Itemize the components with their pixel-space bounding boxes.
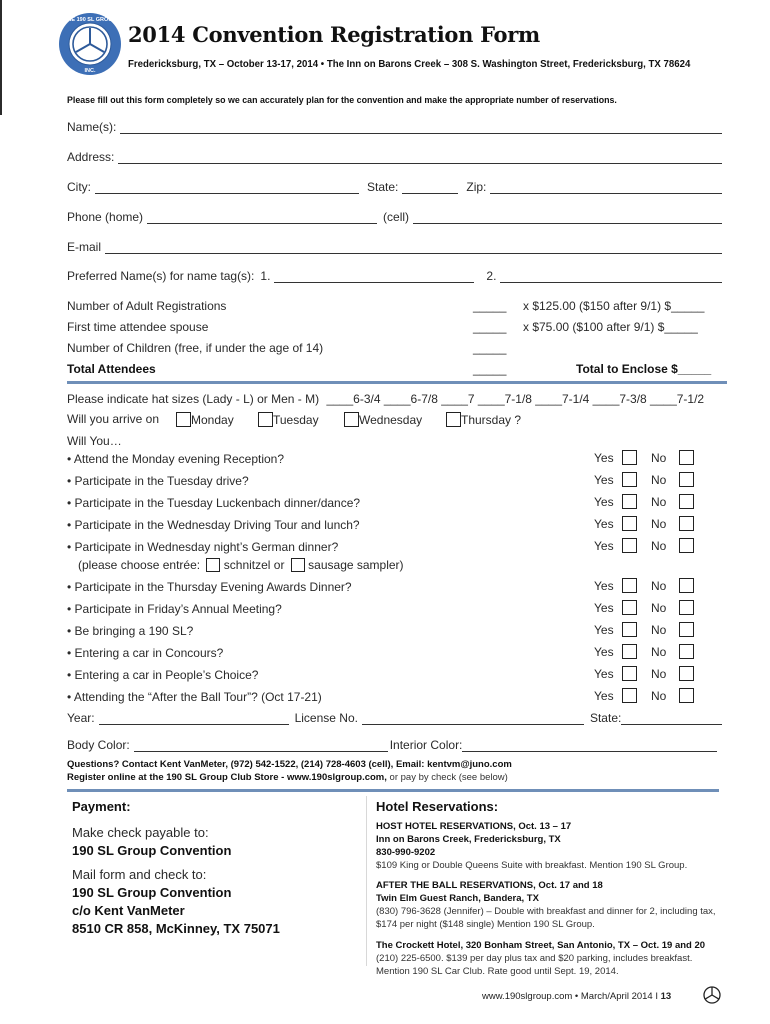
no-checkbox[interactable] [679, 666, 694, 681]
footer-line [482, 991, 671, 1002]
car-state-line[interactable] [621, 713, 722, 725]
payment-heading: Payment: [72, 799, 131, 814]
after-ball-desc-line2: $174 per night ($148 single) Mention 190 SL Group. [376, 919, 595, 930]
yes-no-luckenbach-dinner [594, 494, 694, 509]
total-attendees-label: Total Attendees [67, 362, 156, 376]
no-checkbox[interactable] [679, 472, 694, 487]
yes-no-tuesday-drive [594, 472, 694, 487]
no-checkbox[interactable] [679, 600, 694, 615]
city-state-zip-row [67, 180, 722, 194]
hat-sizes-row [67, 392, 704, 406]
mail-label: Mail form and check to: [72, 867, 207, 882]
question-bringing-190sl: • Be bringing a 190 SL? [67, 624, 194, 638]
pref-1-label: 1. [260, 269, 271, 283]
question-awards-dinner: • Participate in the Thursday Evening Awards Dinner? [67, 580, 352, 594]
logo-bottom-text: INC. [84, 68, 96, 74]
body-color-label: Body Color: [67, 738, 130, 752]
arrival-tuesday[interactable] [258, 412, 319, 427]
no-label: No [651, 495, 667, 509]
no-label: No [651, 623, 667, 637]
yes-no-bringing-190sl [594, 622, 694, 637]
mail-address-line2: c/o Kent VanMeter [72, 903, 185, 918]
question-peoples-choice: • Entering a car in People’s Choice? [67, 668, 259, 682]
question-monday-reception: • Attend the Monday evening Reception? [67, 452, 285, 466]
yes-no-after-ball-tour [594, 688, 694, 703]
no-label: No [651, 579, 667, 593]
total-enclose[interactable]: Total to Enclose $_____ [576, 362, 712, 376]
license-line[interactable] [362, 713, 584, 725]
host-hotel-phone: 830-990-9202 [376, 847, 436, 858]
year-label: Year: [67, 711, 95, 725]
monday-label: Monday [191, 413, 234, 427]
no-label: No [651, 667, 667, 681]
yes-no-monday-reception [594, 450, 694, 465]
spouse-count-blank[interactable]: _____ [473, 320, 507, 334]
phone-home-label: Phone (home) [67, 210, 144, 224]
question-tuesday-drive: • Participate in the Tuesday drive? [67, 474, 249, 488]
question-wednesday-tour: • Participate in the Wednesday Driving Tour and lunch? [67, 518, 360, 532]
entree-choice-row [78, 558, 404, 572]
state-label: State: [367, 180, 399, 194]
hat-sizes-options[interactable]: ____6-3/4 ____6-7/8 ____7 ____7-1/8 ____7-1/4 ____7-3/8 ____7-1/2 [326, 392, 705, 406]
yes-checkbox[interactable] [622, 644, 637, 659]
mercedes-star-icon [703, 986, 721, 1004]
payable-label: Make check payable to: [72, 825, 209, 840]
wednesday-label: Wednesday [359, 413, 423, 427]
state-line[interactable] [402, 182, 458, 194]
yes-checkbox[interactable] [622, 688, 637, 703]
names-label: Name(s): [67, 120, 117, 134]
after-ball-hotel-name: Twin Elm Guest Ranch, Bandera, TX [376, 893, 539, 904]
names-line[interactable] [120, 122, 722, 134]
children-count-blank[interactable]: _____ [473, 341, 507, 355]
yes-no-german-dinner [594, 538, 694, 553]
entree-label: (please choose entrée: [78, 558, 201, 572]
preferred-names-row [67, 269, 722, 283]
yes-no-wednesday-tour [594, 516, 694, 531]
host-hotel-name: Inn on Barons Creek, Fredericksburg, TX [376, 834, 561, 845]
arrival-label: Will you arrive on [67, 412, 160, 426]
yes-label: Yes [594, 539, 614, 553]
questions-contact-line: Questions? Contact Kent VanMeter, (972) 542-1522, (214) 728-4603 (cell), Email: kentvm@juno.com [67, 759, 512, 770]
yes-label: Yes [594, 601, 614, 615]
thursday-label: Thursday ? [461, 413, 522, 427]
car-state-label: State: [589, 711, 622, 725]
logo-top-text: THE 190 SL GROUP [64, 17, 116, 23]
yes-no-awards-dinner [594, 578, 694, 593]
email-line[interactable] [105, 242, 722, 254]
crockett-hotel-desc-line2: Mention 190 SL Car Club. Rate good until Sept. 19, 2014. [376, 966, 619, 977]
pref-2-label: 2. [486, 269, 497, 283]
after-ball-title: AFTER THE BALL RESERVATIONS, Oct. 17 and 18 [376, 880, 603, 891]
hotel-heading: Hotel Reservations: [376, 799, 499, 814]
body-color-line[interactable] [134, 740, 388, 752]
email-label: E-mail [67, 240, 102, 254]
mail-address-line3: 8510 CR 858, McKinney, TX 75071 [72, 921, 280, 936]
will-you-label: Will You… [67, 434, 122, 448]
payment-divider [67, 789, 719, 792]
question-after-ball-tour: • Attending the “After the Ball Tour”? (Oct 17-21) [67, 690, 322, 704]
pref-2-line[interactable] [500, 271, 722, 283]
zip-label: Zip: [466, 180, 487, 194]
no-label: No [651, 473, 667, 487]
adult-count-blank[interactable]: _____ [473, 299, 507, 313]
schnitzel-checkbox[interactable] [206, 558, 220, 572]
phone-home-line[interactable] [147, 212, 377, 224]
payee-name: 190 SL Group Convention [72, 843, 232, 858]
footer-text: www.190slgroup.com • March/April 2014 I [482, 991, 661, 1002]
no-checkbox[interactable] [679, 538, 694, 553]
yes-no-annual-meeting [594, 600, 694, 615]
instructions: Please fill out this form completely so we can accurately plan for the convention and make the appropriate number of reservations. [67, 95, 617, 106]
no-checkbox[interactable] [679, 578, 694, 593]
sausage-checkbox[interactable] [291, 558, 305, 572]
page-number: 13 [660, 991, 672, 1002]
no-label: No [651, 539, 667, 553]
yes-checkbox[interactable] [622, 538, 637, 553]
interior-color-label: Interior Color: [389, 738, 463, 752]
car-year-license-row [67, 711, 722, 725]
schnitzel-label: schnitzel or [223, 558, 285, 572]
question-german-dinner: • Participate in Wednesday night’s German dinner? [67, 540, 339, 554]
names-field[interactable] [67, 120, 722, 134]
year-line[interactable] [99, 713, 289, 725]
yes-label: Yes [594, 667, 614, 681]
yes-no-peoples-choice [594, 666, 694, 681]
tuesday-label: Tuesday [273, 413, 319, 427]
address-label: Address: [67, 150, 115, 164]
yes-checkbox[interactable] [622, 450, 637, 465]
no-label: No [651, 601, 667, 615]
phone-cell-line[interactable] [413, 212, 722, 224]
yes-checkbox[interactable] [622, 516, 637, 531]
no-checkbox[interactable] [679, 688, 694, 703]
yes-label: Yes [594, 495, 614, 509]
yes-label: Yes [594, 645, 614, 659]
yes-label: Yes [594, 473, 614, 487]
host-hotel-desc: $109 King or Double Queens Suite with breakfast. Mention 190 SL Group. [376, 860, 688, 871]
arrival-thursday[interactable] [446, 412, 521, 427]
yes-label: Yes [594, 689, 614, 703]
yes-label: Yes [594, 579, 614, 593]
question-annual-meeting: • Participate in Friday’s Annual Meeting? [67, 602, 282, 616]
page-edge-line [0, 0, 2, 115]
mail-address-line1: 190 SL Group Convention [72, 885, 232, 900]
no-checkbox[interactable] [679, 516, 694, 531]
yes-label: Yes [594, 623, 614, 637]
arrival-monday[interactable] [176, 412, 234, 427]
sausage-label: sausage sampler) [308, 558, 404, 572]
tuesday-checkbox[interactable] [258, 412, 273, 427]
no-label: No [651, 689, 667, 703]
car-color-row [67, 738, 717, 752]
register-online-bold[interactable]: Register online at the 190 SL Group Club Store - www.190slgroup.com, [67, 772, 387, 783]
no-checkbox[interactable] [679, 450, 694, 465]
interior-color-line[interactable] [462, 740, 717, 752]
thursday-checkbox[interactable] [446, 412, 461, 427]
club-logo [58, 12, 122, 76]
address-line[interactable] [118, 152, 722, 164]
form-title: 2014 Convention Registration Form [128, 22, 540, 47]
no-checkbox[interactable] [679, 644, 694, 659]
children-label: Number of Children (free, if under the age of 14) [67, 341, 324, 355]
register-online-line [67, 772, 508, 783]
adult-registrations-label: Number of Adult Registrations [67, 299, 227, 313]
spouse-label: First time attendee spouse [67, 320, 209, 334]
phone-cell-label: (cell) [383, 210, 410, 224]
no-label: No [651, 645, 667, 659]
no-checkbox[interactable] [679, 622, 694, 637]
no-label: No [651, 517, 667, 531]
yes-checkbox[interactable] [622, 666, 637, 681]
event-subtitle: Fredericksburg, TX – October 13-17, 2014 • The Inn on Barons Creek – 308 S. Washington Street, Fredericksburg, TX 78624 [128, 58, 691, 70]
question-luckenbach-dinner: • Participate in the Tuesday Luckenbach dinner/dance? [67, 496, 361, 510]
phone-row [67, 210, 722, 224]
yes-label: Yes [594, 451, 614, 465]
yes-checkbox[interactable] [622, 600, 637, 615]
total-attendees-blank[interactable]: _____ [473, 362, 507, 376]
yes-checkbox[interactable] [622, 472, 637, 487]
question-concours: • Entering a car in Concours? [67, 646, 224, 660]
spouse-price: x $75.00 ($100 after 9/1) $_____ [523, 320, 698, 334]
city-line[interactable] [95, 182, 359, 194]
crockett-hotel-desc-line1: (210) 225-6500. $139 per day plus tax and $20 parking, includes breakfast. [376, 953, 693, 964]
arrival-wednesday[interactable] [344, 412, 422, 427]
yes-checkbox[interactable] [622, 494, 637, 509]
license-label: License No. [294, 711, 358, 725]
address-field[interactable] [67, 150, 722, 164]
no-checkbox[interactable] [679, 494, 694, 509]
payment-hotel-divider [366, 796, 367, 966]
register-online-rest: or pay by check (see below) [386, 772, 508, 783]
crockett-hotel-title: The Crockett Hotel, 320 Bonham Street, San Antonio, TX – Oct. 19 and 20 [376, 940, 706, 951]
wednesday-checkbox[interactable] [344, 412, 359, 427]
yes-checkbox[interactable] [622, 578, 637, 593]
section-divider [67, 381, 727, 384]
adult-price: x $125.00 ($150 after 9/1) $_____ [523, 299, 705, 313]
no-label: No [651, 451, 667, 465]
yes-checkbox[interactable] [622, 622, 637, 637]
hat-sizes-label: Please indicate hat sizes (Lady - L) or Men - M) [67, 392, 320, 406]
after-ball-desc-line1: (830) 796-3628 (Jennifer) – Double with breakfast and dinner for 2, including tax, [376, 906, 716, 917]
pref-1-line[interactable] [274, 271, 474, 283]
yes-no-concours [594, 644, 694, 659]
yes-label: Yes [594, 517, 614, 531]
zip-line[interactable] [490, 182, 722, 194]
host-hotel-title: HOST HOTEL RESERVATIONS, Oct. 13 – 17 [376, 821, 572, 832]
preferred-names-label: Preferred Name(s) for name tag(s): [67, 269, 255, 283]
monday-checkbox[interactable] [176, 412, 191, 427]
city-label: City: [67, 180, 91, 194]
email-field[interactable] [67, 240, 722, 254]
